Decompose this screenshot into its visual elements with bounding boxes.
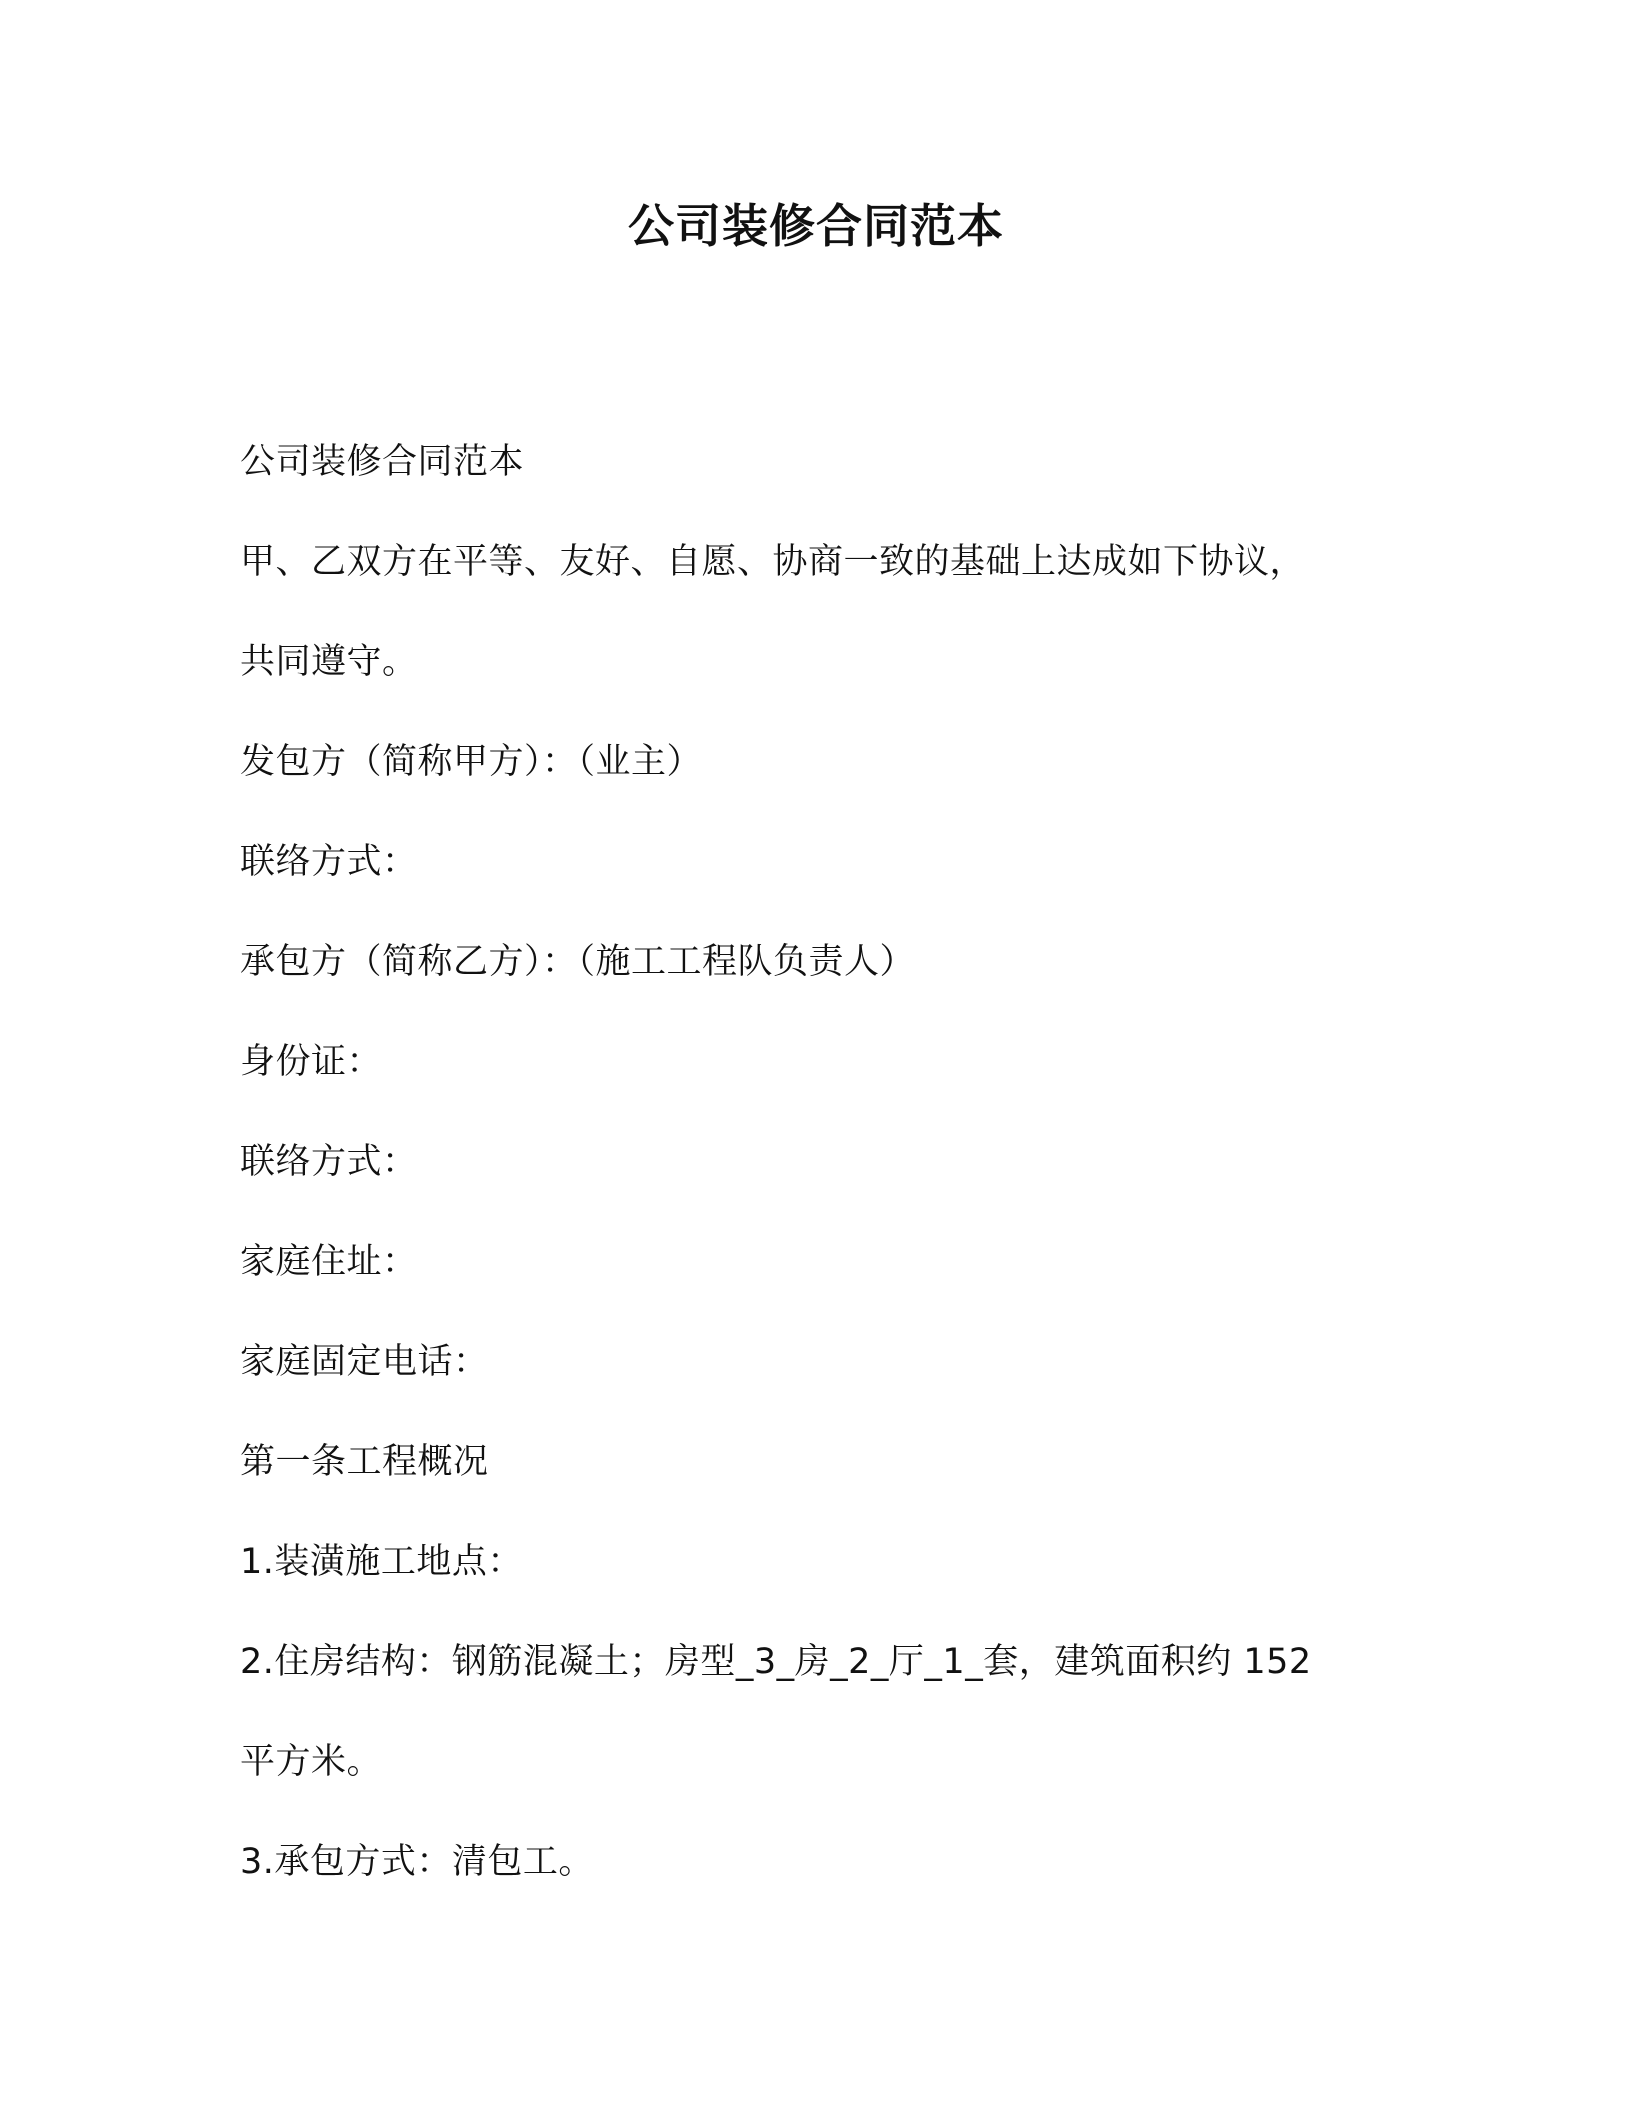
section-heading: 第一条工程概况 — [240, 1442, 489, 1482]
document-title: 公司装修合同范本 — [628, 199, 1004, 253]
agreement-intro-line: 甲、乙双方在平等、友好、自愿、协商一致的基础上达成如下协议， — [240, 542, 1306, 582]
party-b-contact-line: 联络方式： — [240, 1142, 418, 1182]
agreement-intro-continued-line: 共同遵守。 — [240, 642, 418, 682]
party-b-id-line: 身份证： — [240, 1042, 383, 1082]
document-body — [240, 412, 1420, 1912]
party-b-phone-line: 家庭固定电话： — [240, 1342, 489, 1382]
party-a-contact-line: 联络方式： — [240, 842, 418, 882]
clause-line: 2.住房结构：钢筋混凝土；房型_3_房_2_厅_1_套，建筑面积约 152 — [240, 1642, 1312, 1682]
party-b-address-line: 家庭住址： — [240, 1242, 418, 1282]
party-b-line: 承包方（简称乙方）：（施工工程队负责人） — [240, 942, 916, 982]
party-a-line: 发包方（简称甲方）：（业主） — [240, 742, 703, 782]
clause-line: 3.承包方式：清包工。 — [240, 1842, 594, 1882]
clause-line: 1.装潢施工地点： — [240, 1542, 523, 1582]
subtitle-line: 公司装修合同范本 — [240, 442, 525, 482]
clause-continued-line: 平方米。 — [240, 1742, 383, 1782]
